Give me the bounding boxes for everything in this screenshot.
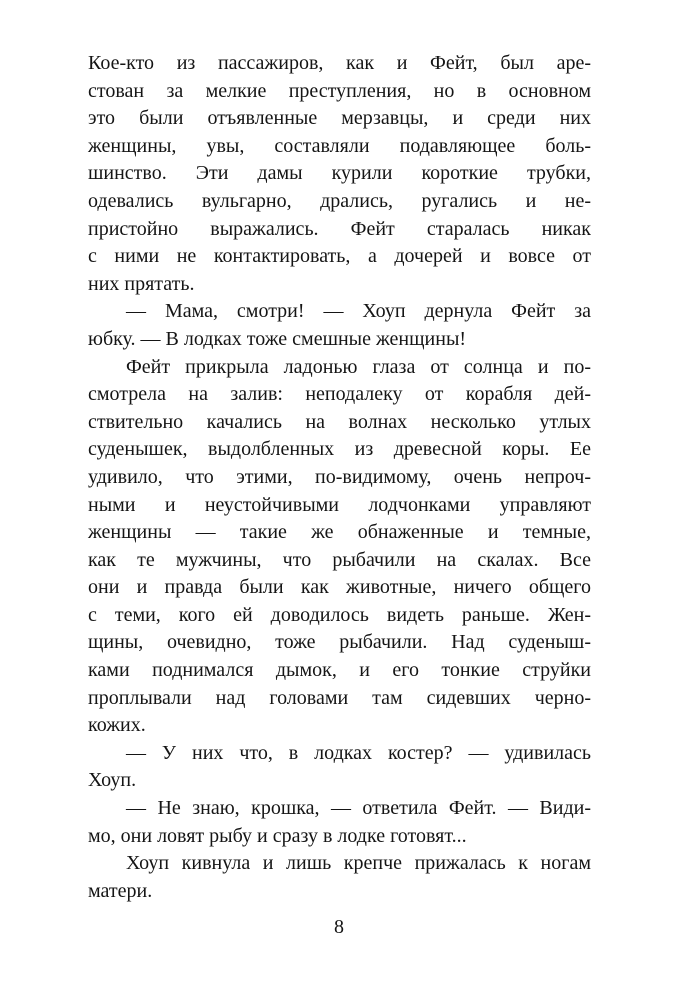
text-line: они и правда были как животные, ничего общего — [88, 576, 591, 599]
text-line: женщины, увы, составляли подавляющее боль- — [88, 134, 591, 157]
text-line: Фейт прикрыла ладонью глаза от солнца и по- — [126, 355, 591, 378]
text-block — [88, 50, 591, 905]
text-line: — Не знаю, крошка, — ответила Фейт. — Види- — [126, 797, 591, 820]
page-number: 8 — [334, 916, 344, 938]
text-line: стован за мелкие преступления, но в основном — [88, 79, 591, 102]
text-line: как те мужчины, что рыбачили на скалах. Все — [88, 548, 591, 571]
text-line: Хоуп кивнула и лишь крепче прижалась к ногам — [126, 852, 591, 875]
text-line: них прятать. — [88, 272, 195, 295]
text-line: это были отъявленные мерзавцы, и среди них — [88, 107, 591, 130]
text-line: одевались вульгарно, дрались, ругались и не- — [88, 189, 591, 212]
paragraph — [88, 50, 591, 298]
text-line: матери. — [88, 879, 153, 902]
text-line: удивило, что этими, по-видимому, очень непроч- — [88, 465, 591, 488]
text-line: ками поднимался дымок, и его тонкие струйки — [88, 659, 591, 682]
text-line: Хоуп. — [88, 769, 137, 792]
text-line: ными и неустойчивыми лодчонками управляют — [88, 493, 591, 516]
paragraph — [88, 850, 591, 905]
text-line: кожих. — [88, 714, 146, 737]
paragraph — [88, 354, 591, 740]
text-line: суденышек, выдолбленных из древесной коры. Ее — [88, 438, 591, 461]
text-line: щины, очевидно, тоже рыбачили. Над суденыш- — [88, 631, 591, 654]
text-line: мо, они ловят рыбу и сразу в лодке готовят... — [88, 824, 467, 847]
text-line: пристойно выражались. Фейт старалась никак — [88, 217, 591, 240]
text-line: шинство. Эти дамы курили короткие трубки, — [88, 162, 591, 185]
text-line: ствительно качались на волнах несколько утлых — [88, 410, 591, 433]
paragraph — [88, 298, 591, 353]
paragraph — [88, 740, 591, 795]
text-line: юбку. — В лодках тоже смешные женщины! — [88, 327, 467, 350]
text-line: — У них что, в лодках костер? — удивилась — [126, 741, 591, 764]
text-line: проплывали над головами там сидевших черно- — [88, 686, 591, 709]
text-line: с ними не контактировать, а дочерей и вовсе от — [88, 245, 591, 268]
text-line: женщины — такие же обнаженные и темные, — [88, 521, 591, 544]
text-line: — Мама, смотри! — Хоуп дернула Фейт за — [126, 300, 591, 323]
text-line: с теми, кого ей доводилось видеть раньше. Жен- — [88, 603, 591, 626]
text-line: Кое-кто из пассажиров, как и Фейт, был аре- — [88, 52, 591, 74]
paragraph — [88, 795, 591, 850]
text-line: смотрела на залив: неподалеку от корабля дей- — [88, 383, 591, 406]
